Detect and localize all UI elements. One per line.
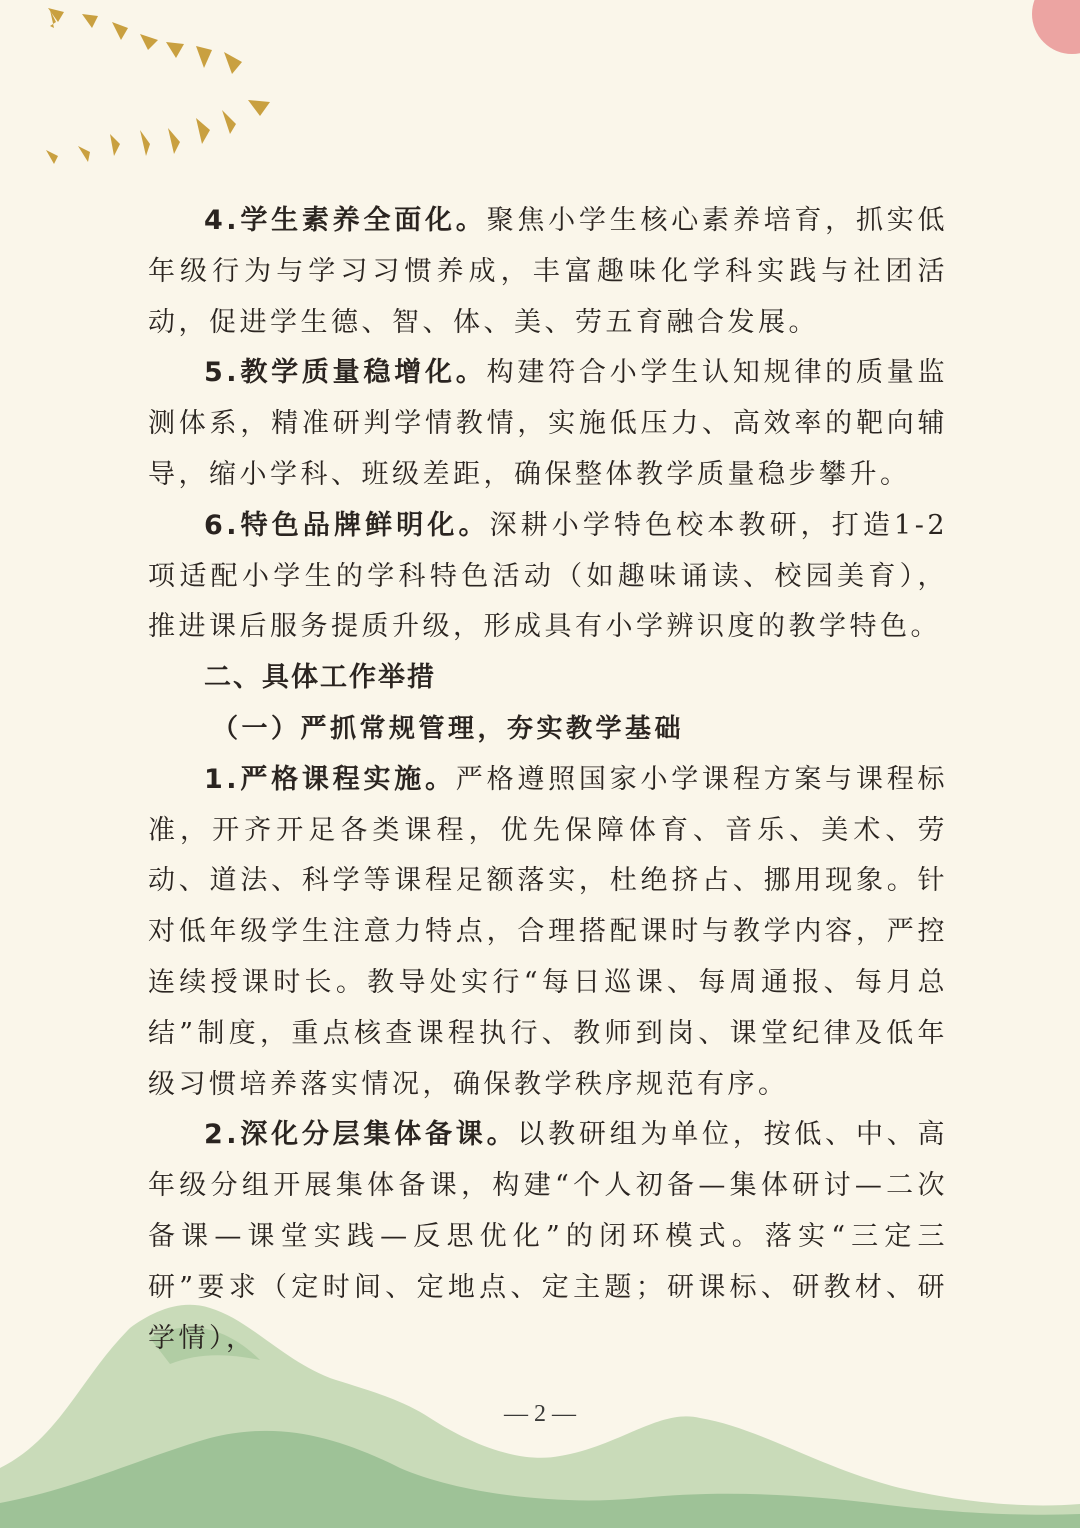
item-4-text: 聚焦小学生核心素养培育，抓实低年级行为与学习习惯养成，丰富趣味化学科实践与社团活动，促进学生德、智、体、美、劳五育融合发展。	[148, 205, 949, 338]
red-sun-decoration	[1010, 0, 1080, 70]
paragraph-item-4	[148, 196, 948, 348]
item-5-text: 构建符合小学生认知规律的质量监测体系，精准研判学情教情，实施低压力、高效率的靶向辅导，缩小学科、班级差距，确保整体教学质量稳步攀升。	[148, 357, 949, 490]
paragraph-item-6	[148, 501, 948, 653]
measure-2-text: 以教研组为单位，按低、中、高年级分组开展集体备课，构建“个人初备—集体研讨—二次备课—课堂实践—反思优化”的闭环模式。落实“三定三研”要求（定时间、定地点、定主题；研课标、研教材、研学情），	[148, 1119, 949, 1354]
measure-1-text: 严格遵照国家小学课程方案与课程标准，开齐开足各类课程，优先保障体育、音乐、美术、劳动、道法、科学等课程足额落实，杜绝挤占、挪用现象。针对低年级学生注意力特点，合理搭配课时与教学内容，严控连续授课时长。教导处实行“每日巡课、每周通报、每月总结”制度，重点核查课程执行、教师到岗、课堂纪律及低年级习惯培养落实情况，确保教学秩序规范有序。	[148, 763, 949, 1100]
section-heading-2: 二、具体工作举措	[204, 662, 436, 694]
paragraph-item-5	[148, 348, 948, 500]
paragraph-measure-1	[148, 755, 948, 1111]
document-body	[148, 196, 948, 1364]
item-4-lead: 4.学生素养全面化。	[204, 205, 487, 236]
item-6-lead: 6.特色品牌鲜明化。	[204, 509, 490, 541]
paragraph-measure-2	[148, 1110, 948, 1364]
item-5-lead: 5.教学质量稳增化。	[204, 357, 487, 389]
page-number: — 2 —	[504, 1401, 576, 1427]
measure-2-lead: 2.深化分层集体备课。	[204, 1119, 518, 1151]
measure-1-lead: 1.严格课程实施。	[204, 763, 456, 795]
flying-birds-decoration	[0, 0, 300, 180]
item-6-text: 深耕小学特色校本教研，打造1-2项适配小学生的学科特色活动（如趣味诵读、校园美育），推进课后服务提质升级，形成具有小学辨识度的教学特色。	[148, 509, 949, 643]
subsection-heading-1: （一）严抓常规管理，夯实教学基础	[212, 713, 685, 744]
